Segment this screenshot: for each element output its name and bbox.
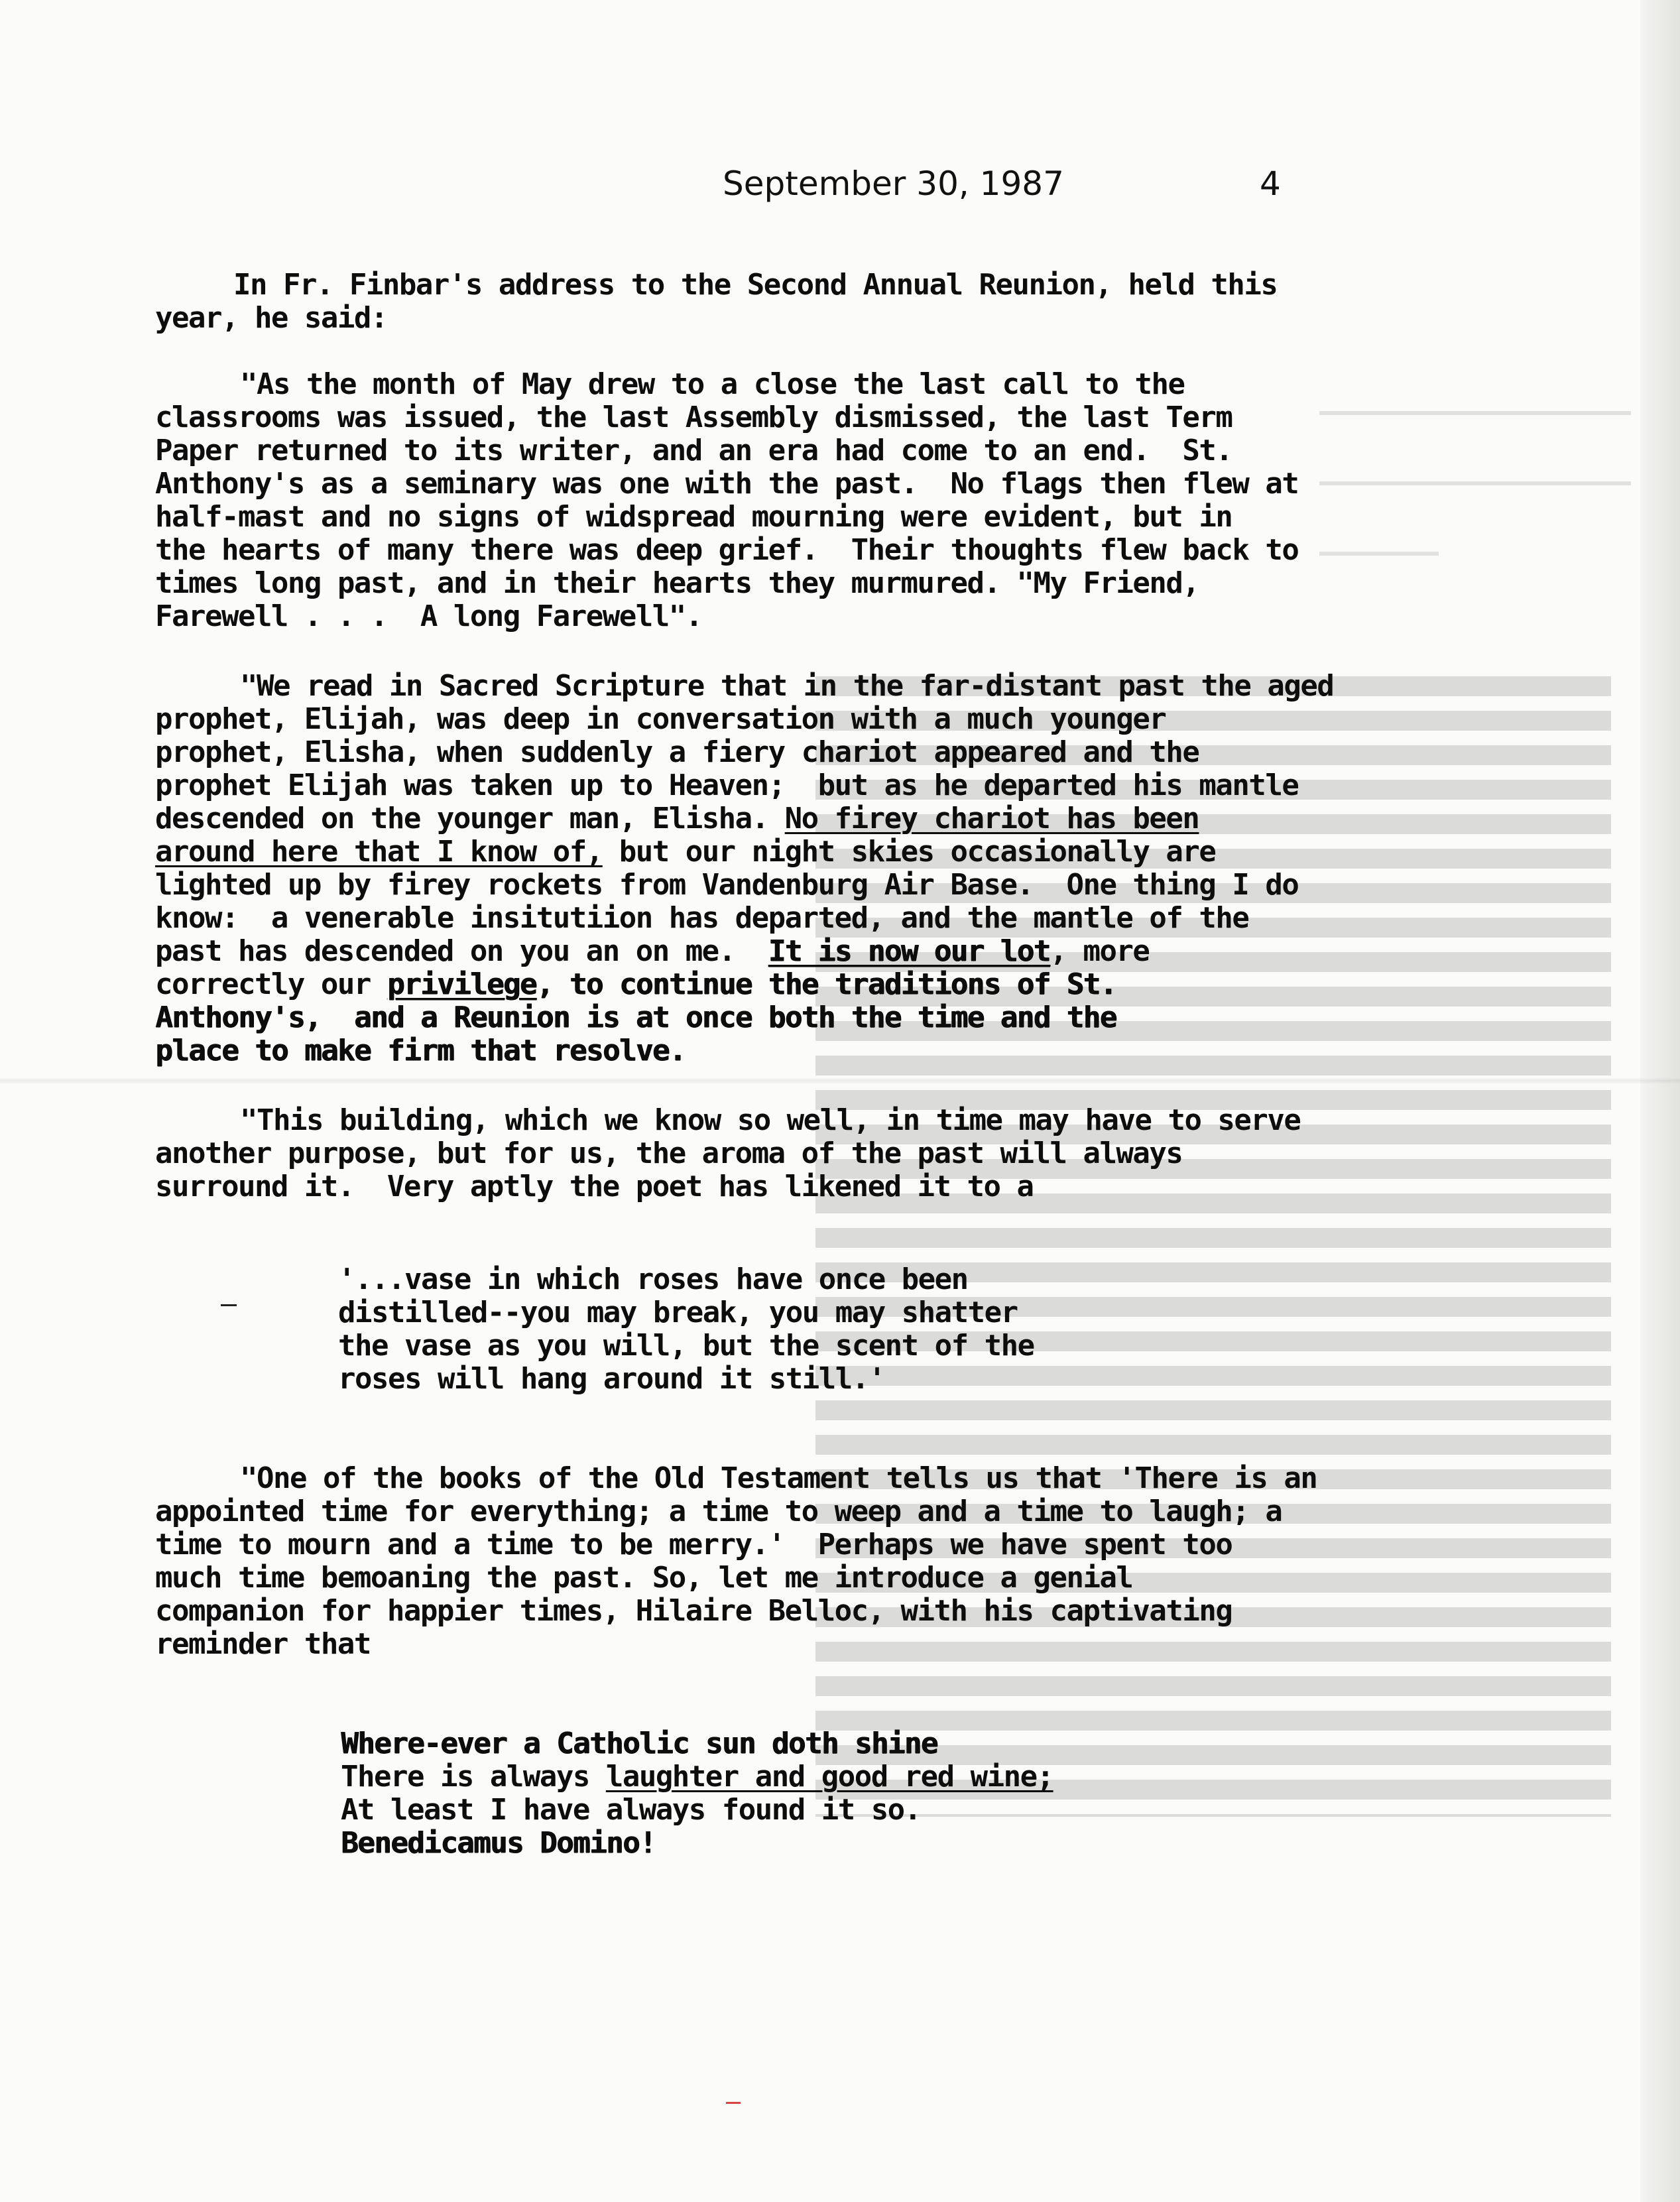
text-line: times long past, and in their hearts they murmured. "My Friend, [155, 566, 1199, 600]
text-line [155, 968, 1333, 1001]
text-line: the vase as you will, but the scent of the [338, 1329, 1034, 1363]
text-line: lighted up by firey rockets from Vandenburg Air Base. One thing I do [155, 868, 1299, 902]
text-line: "We read in Sacred Scripture that in the far-distant past the aged [240, 669, 1334, 703]
text-segment: correctly our [155, 967, 387, 1001]
page-number: 4 [1260, 164, 1281, 203]
text-line: '...vase in which roses have once been [338, 1262, 968, 1296]
text-line: classrooms was issued, the last Assembly dismissed, the last Term [155, 400, 1232, 434]
text-line: Where-ever a Catholic sun doth shine [341, 1727, 937, 1760]
text-line: "As the month of May drew to a close the last call to the [240, 367, 1185, 401]
emphasized-phrase: , to continue the traditions of St. [536, 967, 1116, 1001]
margin-tick-mark [221, 1304, 237, 1306]
text-line: the hearts of many there was deep grief. Their thoughts flew back to [155, 533, 1299, 567]
underlined-phrase: laughter and good red wine; [605, 1760, 1053, 1794]
text-line: companion for happier times, Hilaire Belloc, with his captivating [155, 1594, 1232, 1628]
paragraph-elijah-mantle [155, 670, 1333, 1068]
text-segment: , more [1050, 934, 1150, 968]
text-line: prophet Elijah was taken up to Heaven; but as he departed his mantle [155, 768, 1299, 802]
text-line [341, 1760, 1053, 1794]
text-line: "This building, which we know so well, in time may have to serve [240, 1103, 1301, 1137]
page-header [723, 164, 1281, 203]
text-line: prophet, Elisha, when suddenly a fiery chariot appeared and the [155, 735, 1199, 769]
paragraph-old-testament [155, 1462, 1317, 1661]
text-line: In Fr. Finbar's address to the Second Annual Reunion, held this [233, 268, 1278, 302]
underlined-phrase: No firey chariot has been [784, 802, 1199, 835]
text-line: At least I have always found it so. [341, 1793, 921, 1827]
text-line: appointed time for everything; a time to weep and a time to laugh; a [155, 1495, 1282, 1528]
text-line: roses will hang around it still.' [338, 1362, 885, 1396]
text-line: prophet, Elijah, was deep in conversation with a much younger [155, 702, 1166, 736]
text-segment: but our night skies occasionally are [602, 835, 1216, 869]
text-line: reminder that [155, 1627, 371, 1661]
paragraph-may-farewell [155, 368, 1298, 633]
text-line: distilled--you may break, you may shatter [338, 1296, 1018, 1329]
text-line: place to make firm that resolve. [155, 1034, 686, 1068]
text-line: half-mast and no signs of widspread mourning were evident, but in [155, 500, 1232, 534]
text-line [155, 935, 1333, 968]
underlined-phrase: It is now our lot [768, 934, 1050, 968]
text-line: year, he said: [155, 301, 387, 335]
header-date: September 30, 1987 [723, 164, 1064, 203]
text-line: surround it. Very aptly the poet has likened it to a [155, 1170, 1034, 1203]
red-ink-mark [726, 2102, 741, 2104]
text-line [155, 835, 1333, 869]
text-segment: past has descended on you an on me. [155, 934, 768, 968]
text-line: Anthony's, and a Reunion is at once both the time and the [155, 1001, 1116, 1034]
text-line: Anthony's as a seminary was one with the past. No flags then flew at [155, 467, 1299, 501]
text-segment: descended on the younger man, Elisha. [155, 802, 785, 835]
text-line: Farewell . . . A long Farewell". [155, 599, 702, 633]
belloc-verse [341, 1727, 1053, 1860]
text-segment: There is always [341, 1760, 606, 1794]
underlined-phrase: privilege [387, 967, 536, 1001]
text-line: Paper returned to its writer, and an era had come to an end. St. [155, 434, 1232, 467]
text-line: Benedicamus Domino! [341, 1826, 656, 1860]
intro-paragraph [155, 268, 1278, 335]
rose-vase-quote [338, 1263, 1034, 1396]
bleed-through-title [1319, 371, 1631, 570]
page-edge-shadow [1640, 0, 1680, 2202]
text-line [155, 802, 1333, 835]
paragraph-building [155, 1104, 1300, 1203]
text-line: know: a venerable insitutiion has departed, and the mantle of the [155, 901, 1249, 935]
underlined-phrase: around here that I know of, [155, 835, 603, 869]
text-line: much time bemoaning the past. So, let me introduce a genial [155, 1561, 1133, 1595]
text-line: another purpose, but for us, the aroma of the past will always [155, 1136, 1183, 1170]
text-line: "One of the books of the Old Testament tells us that 'There is an [240, 1461, 1317, 1495]
text-line: time to mourn and a time to be merry.' Perhaps we have spent too [155, 1528, 1232, 1561]
